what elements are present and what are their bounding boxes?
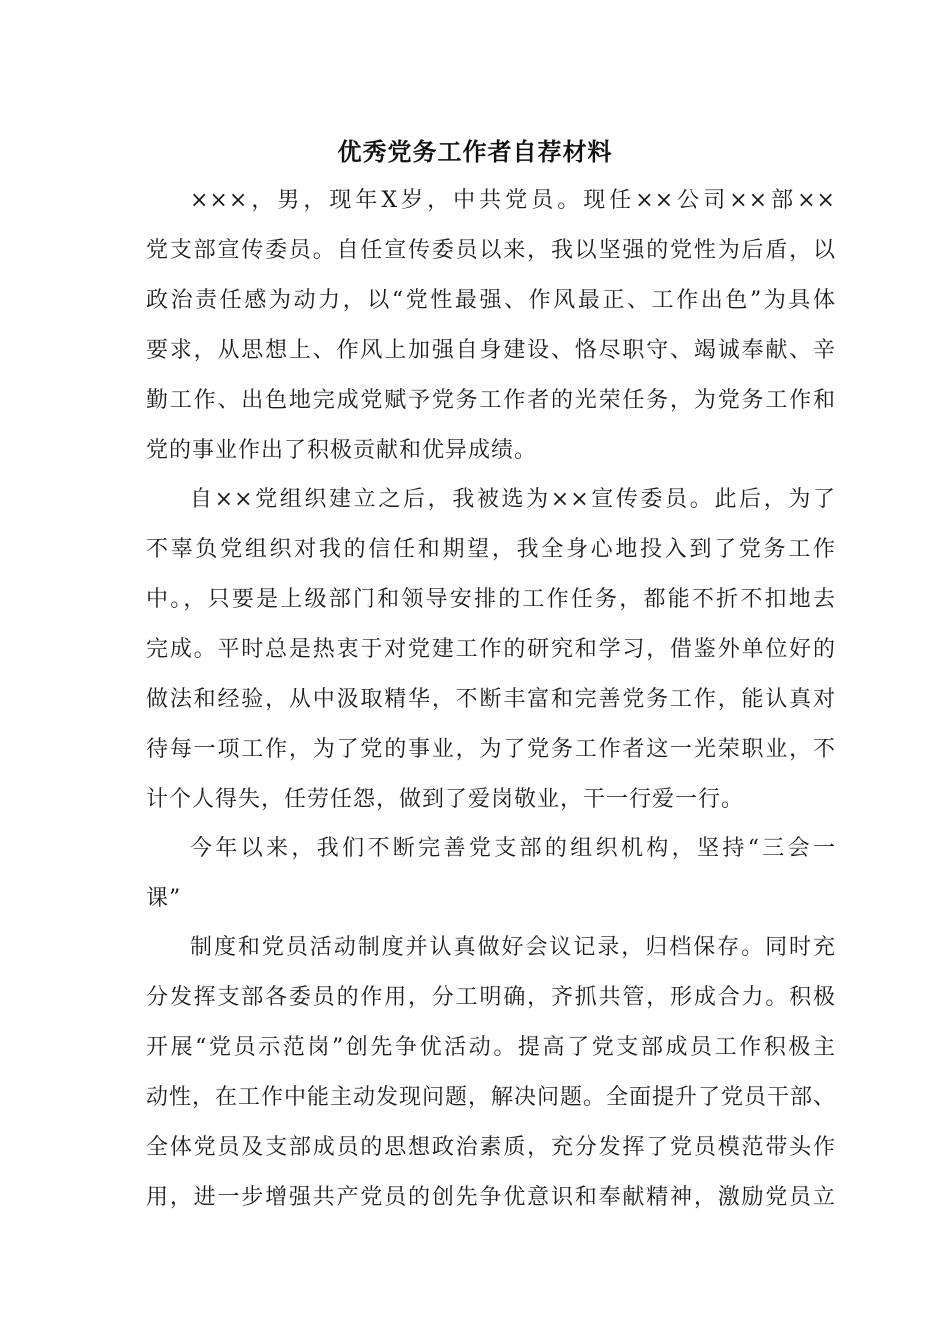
paragraph-4-line-5: 全体党员及支部成员的思想政治素质，充分发挥了党员模范带头作 [146, 1135, 836, 1160]
paragraph-1-line-4: 要求，从思想上、作风上加强自身建设、恪尽职守、竭诚奉献、辛 [146, 338, 836, 363]
paragraph-1-line-2: 党支部宣传委员。自任宣传委员以来，我以坚强的党性为后盾，以 [146, 238, 836, 263]
paragraph-4-line-2: 分发挥支部各委员的作用，分工明确，齐抓共管，形成合力。积极 [146, 985, 836, 1010]
paragraph-1-line-1: ×××，男，现年X岁，中共党员。现任××公司××部×× [190, 188, 836, 213]
paragraph-2-line-1: 自××党组织建立之后，我被选为××宣传委员。此后，为了 [190, 487, 836, 512]
paragraph-1-line-3: 政治责任感为动力，以“党性最强、作风最正、工作出色”为具体 [146, 288, 836, 313]
paragraph-2-line-5: 做法和经验，从中汲取精华，不断丰富和完善党务工作，能认真对 [146, 687, 836, 712]
paragraph-1-line-6: 党的事业作出了积极贡献和优异成绩。 [146, 438, 538, 463]
paragraph-3-line-2: 课” [146, 886, 182, 911]
paragraph-4-line-3: 开展“党员示范岗”创先争优活动。提高了党支部成员工作积极主 [146, 1035, 836, 1060]
paragraph-2-line-2: 不辜负党组织对我的信任和期望，我全身心地投入到了党务工作 [146, 537, 836, 562]
paragraph-4-line-4: 动性，在工作中能主动发现问题，解决问题。全面提升了党员干部、 [146, 1085, 837, 1110]
paragraph-1-line-5: 勤工作、出色地完成党赋予党务工作者的光荣任务，为党务工作和 [146, 388, 836, 413]
paragraph-2-line-4: 完成。平时总是热衷于对党建工作的研究和学习，借鉴外单位好的 [146, 637, 836, 662]
paragraph-4-line-6: 用，进一步增强共产党员的创先争优意识和奉献精神，激励党员立 [146, 1185, 836, 1210]
paragraph-3-line-1: 今年以来，我们不断完善党支部的组织机构，坚持“三会一 [190, 836, 836, 861]
paragraph-2-line-7: 计个人得失，任劳任怨，做到了爱岗敬业，干一行爱一行。 [146, 787, 745, 812]
paragraph-2-line-3: 中。，只要是上级部门和领导安排的工作任务，都能不折不扣地去 [146, 587, 836, 612]
paragraph-4-line-1: 制度和党员活动制度并认真做好会议记录，归档保存。同时充 [190, 935, 836, 960]
document-title: 优秀党务工作者自荐材料 [337, 137, 613, 166]
paragraph-2-line-6: 待每一项工作，为了党的事业，为了党务工作者这一光荣职业，不 [146, 737, 836, 762]
